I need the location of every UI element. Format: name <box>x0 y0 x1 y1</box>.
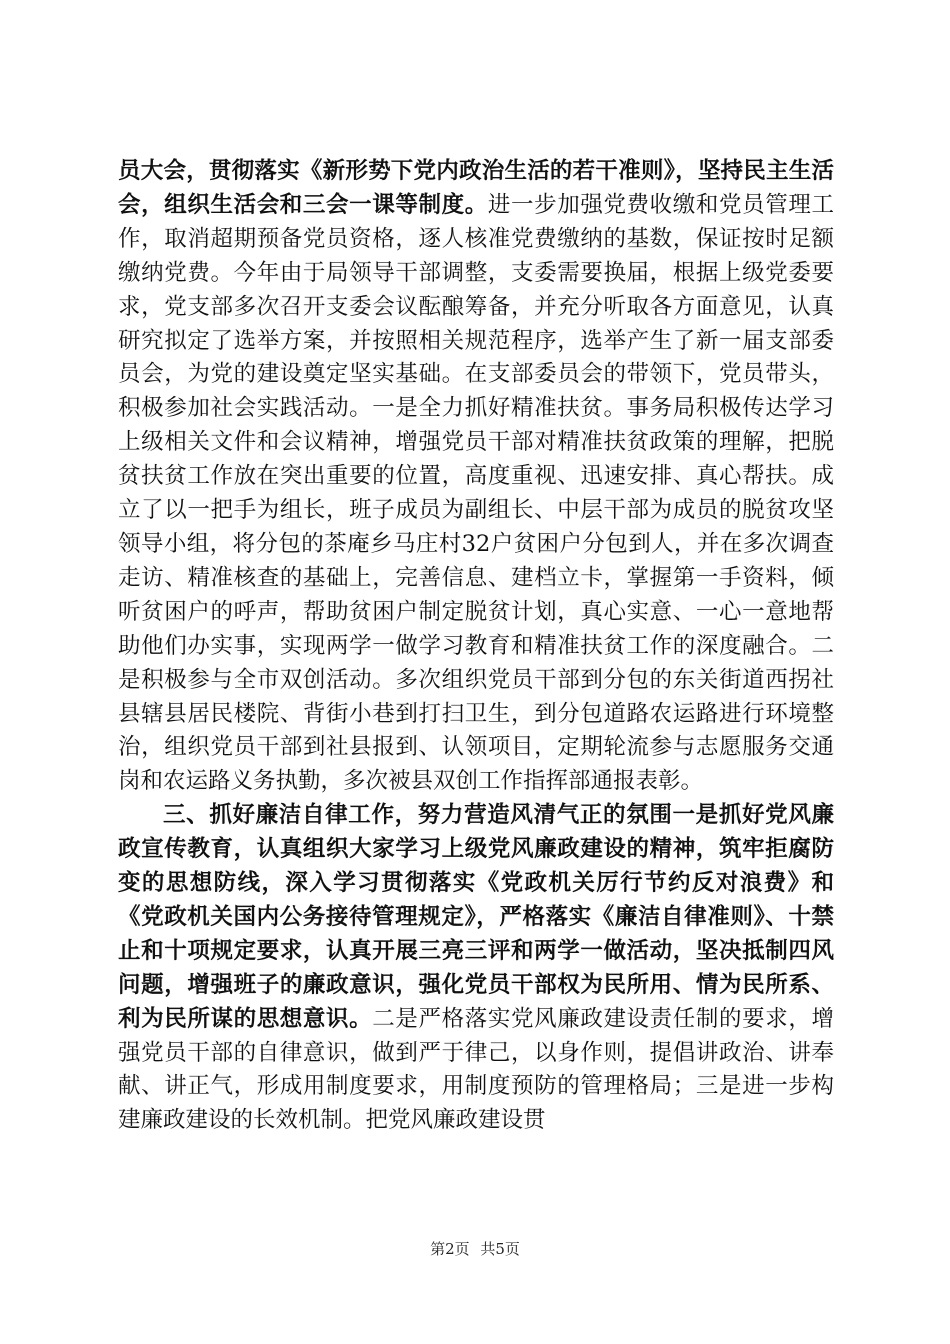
paragraph-body-text: 二是严格落实党风廉政建设责任制的要求，增强党员干部的自律意识，做到严于律己，以身作则，提倡讲政治、讲奉献、讲正气，形成用制度要求，用制度预防的管理格局；三是进一步构建廉政建设的长效机制。把党风廉政建设贯 <box>118 1005 834 1134</box>
document-body <box>118 155 834 1138</box>
paragraph-party-building <box>118 155 834 799</box>
paragraph-integrity-work <box>118 799 834 1138</box>
paragraph-bold-lead: 三、抓好廉洁自律工作，努力营造风清气正的氛围一是抓好党风廉政宣传教育，认真组织大家学习上级党风廉政建设的精神，筑牢拒腐防变的思想防线，深入学习贯彻落实《党政机关厉行节约反对浪费》和《党政机关国内公务接待管理规定》，严格落实《廉洁自律准则》、十禁止和十项规定要求，认真开展三亮三评和两学一做活动，坚决抵制四风问题，增强班子的廉政意识，强化党员干部权为民所用、情为民所系、利为民所谋的思想意识。 <box>118 802 834 1032</box>
page-footer <box>0 1238 950 1259</box>
page-total: 共5页 <box>480 1240 520 1258</box>
page-number: 第2页 <box>430 1240 470 1258</box>
paragraph-bold-lead: 员大会，贯彻落实《新形势下党内政治生活的若干准则》，坚持民主生活会，组织生活会和三会一课等制度。 <box>118 158 834 218</box>
paragraph-body-text: 进一步加强党费收缴和党员管理工作，取消超期预备党员资格，逐人核准党费缴纳的基数，保证按时足额缴纳党费。今年由于局领导干部调整，支委需要换届，根据上级党委要求，党支部多次召开支委会议酝酿筹备，并充分听取各方面意见，认真研究拟定了选举方案，并按照相关规范程序，选举产生了新一届支部委员会，为党的建设奠定坚实基础。在支部委员会的带领下，党员带头，积极参加社会实践活动。一是全力抓好精准扶贫。事务局积极传达学习上级相关文件和会议精神，增强党员干部对精准扶贫政策的理解，把脱贫扶贫工作放在突出重要的位置，高度重视、迅速安排、真心帮扶。成立了以一把手为组长，班子成员为副组长、中层干部为成员的脱贫攻坚领导小组，将分包的茶庵乡马庄村32户贫困户分包到人，并在多次调查走访、精准核查的基础上，完善信息、建档立卡，掌握第一手资料，倾听贫困户的呼声，帮助贫困户制定脱贫计划，真心实意、一心一意地帮助他们办实事，实现两学一做学习教育和精准扶贫工作的深度融合。二是积极参与全市双创活动。多次组织党员干部到分包的东关街道西拐社县辖县居民楼院、背街小巷到打扫卫生，到分包道路农运路进行环境整治，组织党员干部到社县报到、认领项目，定期轮流参与志愿服务交通岗和农运路义务执勤，多次被县双创工作指挥部通报表彰。 <box>118 191 834 795</box>
